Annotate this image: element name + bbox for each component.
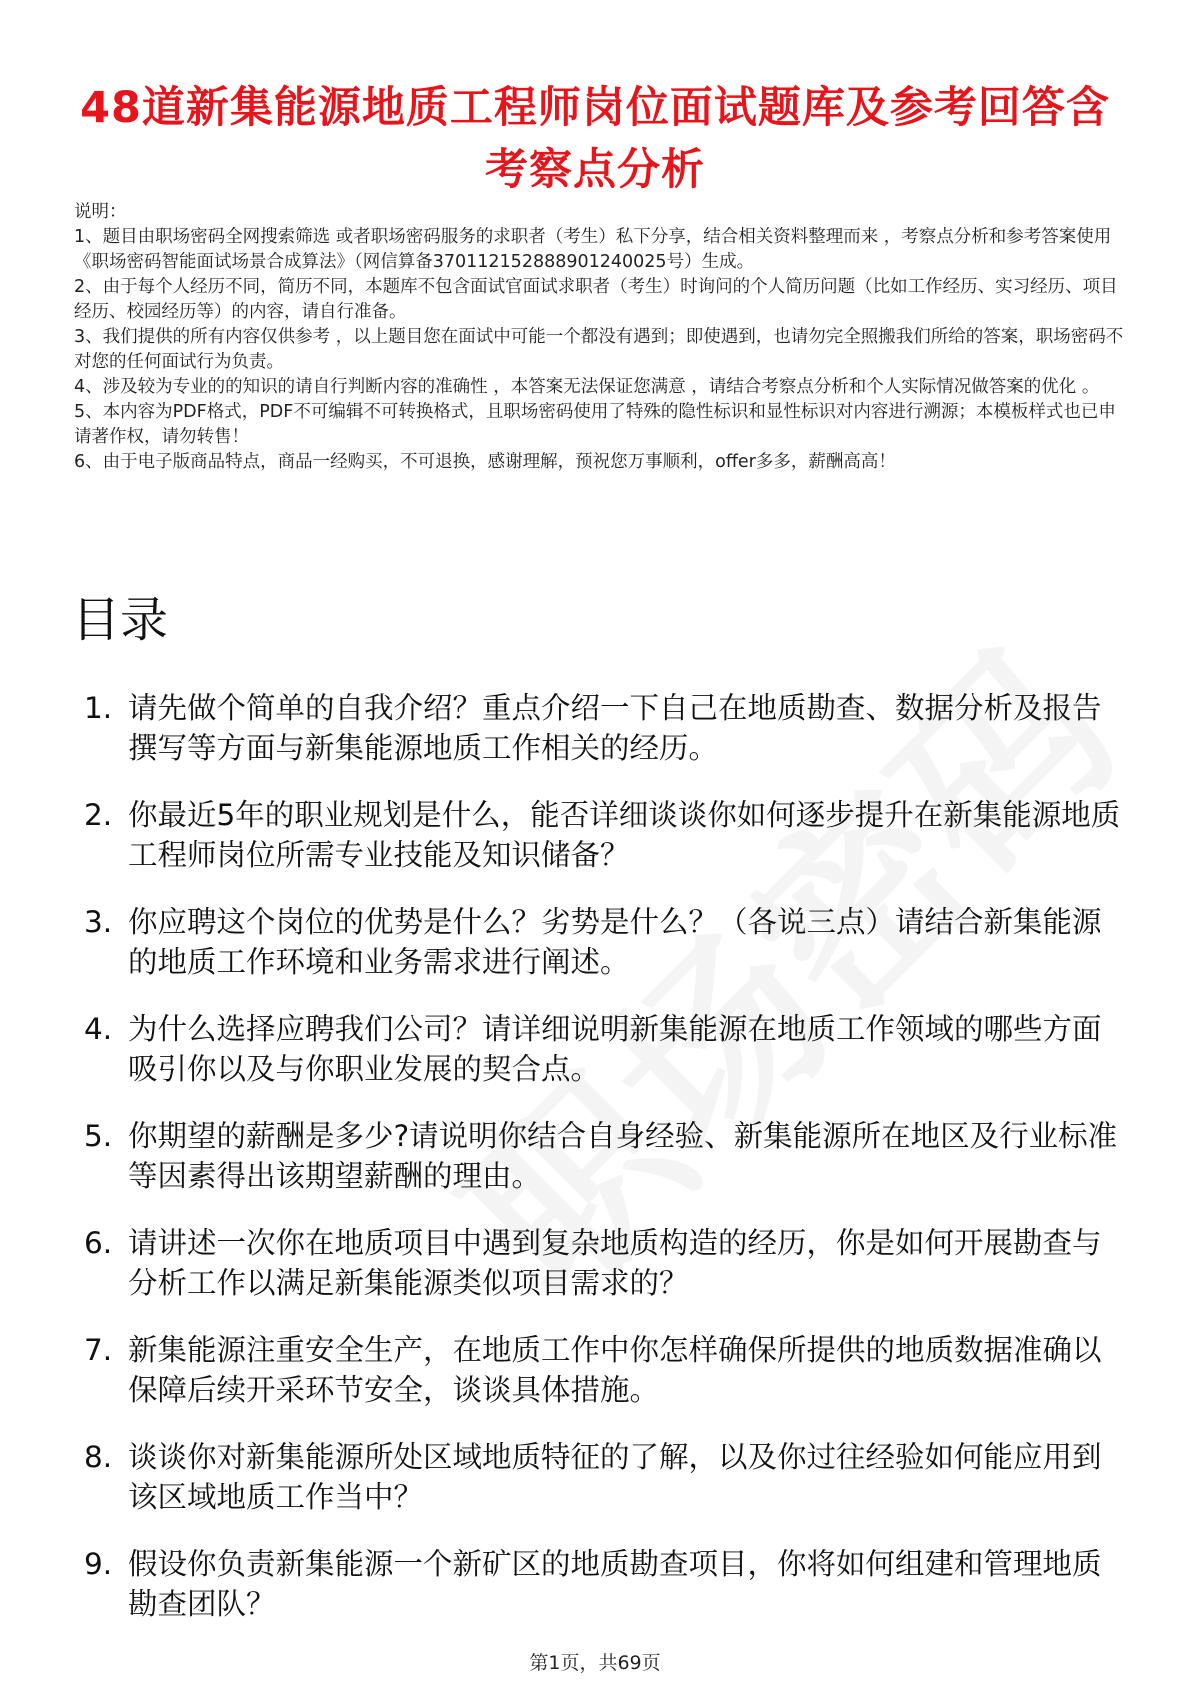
toc-item[interactable] <box>70 1437 1130 1517</box>
toc-item-text: 请讲述一次你在地质项目中遇到复杂地质构造的经历，你是如何开展勘查与分析工作以满足新集能源类似项目需求的？ <box>128 1226 1102 1300</box>
toc-item-number: 3. <box>84 905 113 939</box>
toc-item[interactable] <box>70 795 1130 875</box>
toc-item-number: 7. <box>84 1333 113 1367</box>
toc-item-text: 你应聘这个岗位的优势是什么？劣势是什么？（各说三点）请结合新集能源的地质工作环境和业务需求进行阐述。 <box>128 905 1102 979</box>
toc-item[interactable] <box>70 902 1130 982</box>
notes-item: 6、由于电子版商品特点，商品一经购买，不可退换，感谢理解，预祝您万事顺利，offer多多，薪酬高高！ <box>74 452 896 472</box>
toc-item-text: 你最近5年的职业规划是什么，能否详细谈谈你如何逐步提升在新集能源地质工程师岗位所需专业技能及知识储备？ <box>128 798 1121 872</box>
toc-item[interactable] <box>70 1330 1130 1410</box>
toc-list <box>70 688 1130 1651</box>
notes-item: 1、题目由职场密码全网搜索筛选 或者职场密码服务的求职者（考生）私下分享，结合相关资料整理而来 ，考察点分析和参考答案使用《职场密码智能面试场景合成算法》（网信算备370112152888901240025号）生成。 <box>74 227 1112 272</box>
toc-item-text: 谈谈你对新集能源所处区域地质特征的了解，以及你过往经验如何能应用到该区域地质工作当中？ <box>128 1440 1102 1514</box>
notes-item: 4、涉及较为专业的的知识的请自行判断内容的准确性 ，本答案无法保证您满意 ，请结合考察点分析和个人实际情况做答案的优化 。 <box>74 377 1100 397</box>
toc-item-number: 4. <box>84 1012 113 1046</box>
toc-item-number: 9. <box>84 1547 113 1581</box>
notes-section <box>74 200 1124 475</box>
toc-item-text: 请先做个简单的自我介绍？重点介绍一下自己在地质勘查、数据分析及报告撰写等方面与新集能源地质工作相关的经历。 <box>128 691 1102 765</box>
notes-heading: 说明： <box>74 202 127 222</box>
toc-item[interactable] <box>70 1116 1130 1196</box>
toc-item-number: 8. <box>84 1440 113 1474</box>
page-footer: 第1页，共69页 <box>529 1652 661 1674</box>
notes-item: 2、由于每个人经历不同，简历不同，本题库不包含面试官面试求职者（考生）时询问的个人简历问题（比如工作经历、实习经历、项目经历、校园经历等）的内容，请自行准备。 <box>74 277 1118 322</box>
toc-item-text: 为什么选择应聘我们公司？请详细说明新集能源在地质工作领域的哪些方面吸引你以及与你职业发展的契合点。 <box>128 1012 1102 1086</box>
toc-item-number: 1. <box>84 691 113 725</box>
toc-item[interactable] <box>70 688 1130 768</box>
notes-item: 5、本内容为PDF格式，PDF不可编辑不可转换格式，且职场密码使用了特殊的隐性标识和显性标识对内容进行溯源；本模板样式也已申请著作权，请勿转售！ <box>74 402 1116 447</box>
toc-item-number: 2. <box>84 798 113 832</box>
page-title: 48道新集能源地质工程师岗位面试题库及参考回答含考察点分析 <box>80 82 1110 195</box>
toc-item[interactable] <box>70 1009 1130 1089</box>
toc-item[interactable] <box>70 1223 1130 1303</box>
toc-item-text: 假设你负责新集能源一个新矿区的地质勘查项目，你将如何组建和管理地质勘查团队？ <box>128 1547 1102 1621</box>
toc-item-number: 6. <box>84 1226 113 1260</box>
notes-item: 3、我们提供的所有内容仅供参考 ，以上题目您在面试中可能一个都没有遇到；即使遇到，也请勿完全照搬我们所给的答案，职场密码不对您的任何面试行为负责。 <box>74 327 1124 372</box>
toc-item[interactable] <box>70 1544 1130 1624</box>
toc-item-text: 新集能源注重安全生产，在地质工作中你怎样确保所提供的地质数据准确以保障后续开采环节安全，谈谈具体措施。 <box>128 1333 1102 1407</box>
toc-item-text: 你期望的薪酬是多少?请说明你结合自身经验、新集能源所在地区及行业标准等因素得出该期望薪酬的理由。 <box>128 1119 1118 1193</box>
toc-heading: 目录 <box>72 592 169 648</box>
toc-item-number: 5. <box>84 1119 113 1153</box>
